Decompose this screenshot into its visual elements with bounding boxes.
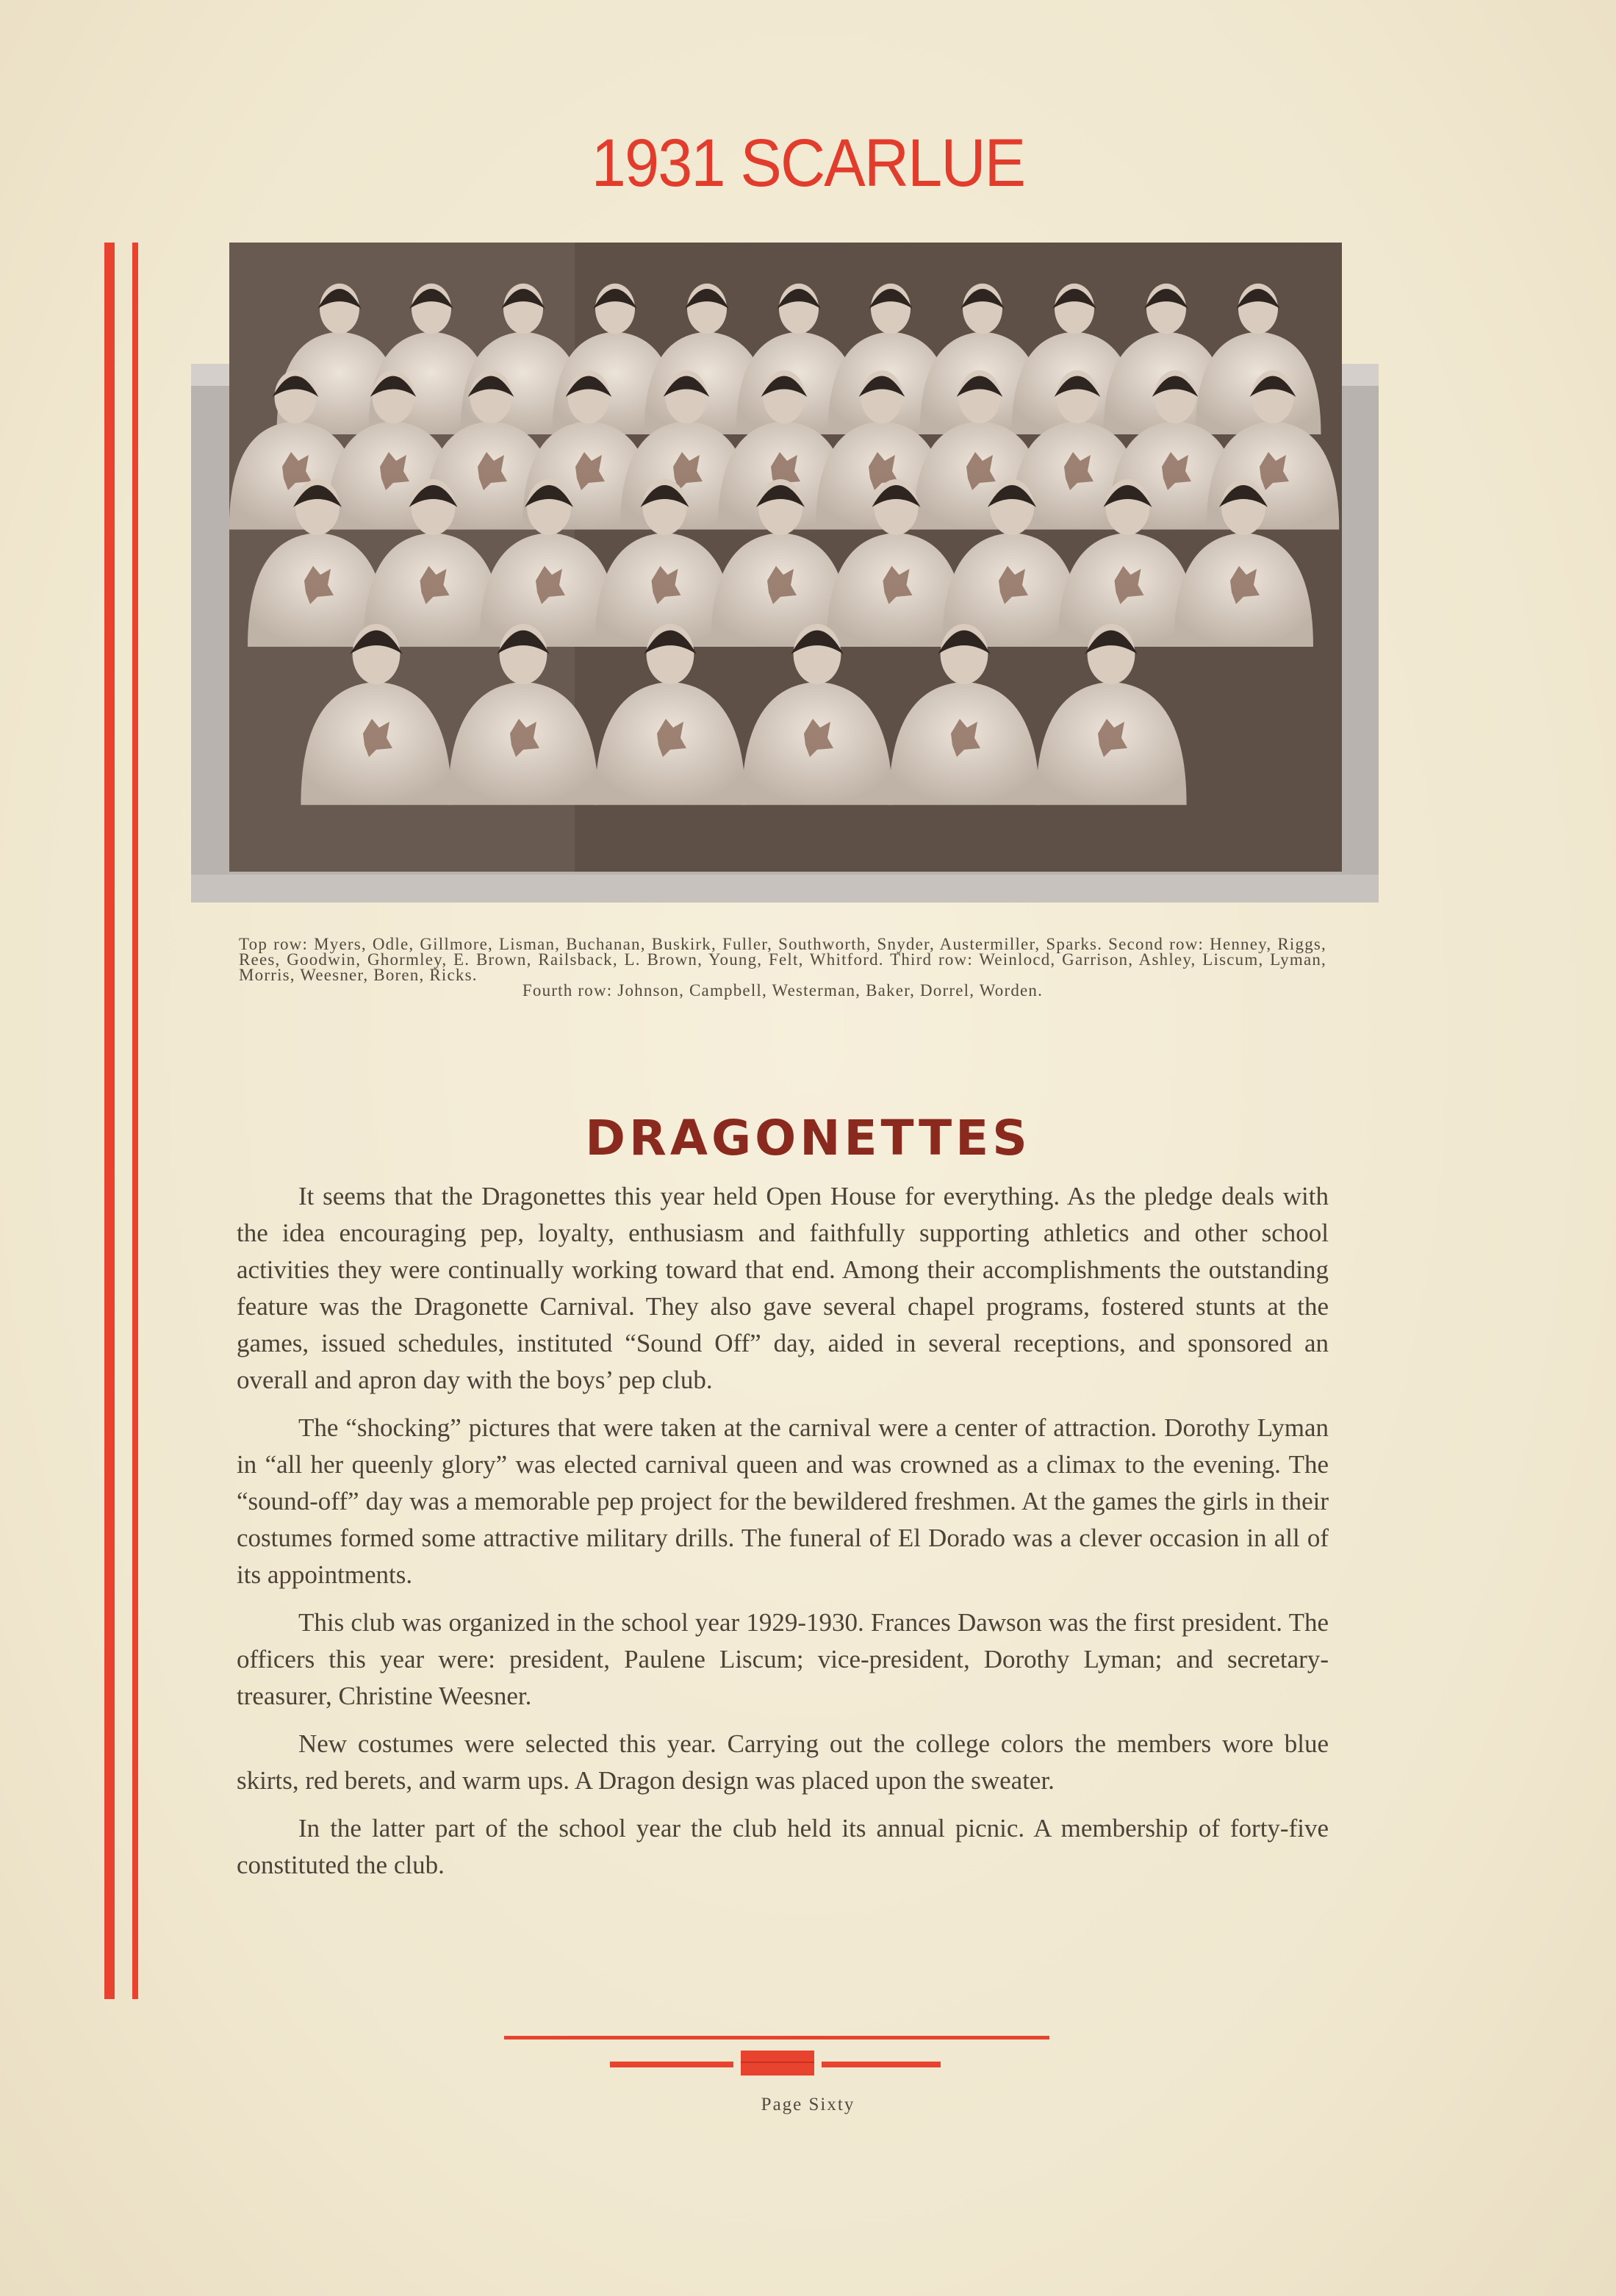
photo-caption [239, 936, 1326, 998]
paragraph: This club was organized in the school year 1929-1930. Frances Dawson was the first president. The officers this year were: president, Paulene Liscum; vice-president, Dorothy Lyman; and secretary-treasurer, Christine Weesner. [237, 1608, 1329, 1710]
paragraph: It seems that the Dragonettes this year held Open House for everything. As the pledge deals with the idea encouraging pep, loyalty, enthusiasm and faithfully supporting athletics and other school activities they were continually working toward that end. Among their accomplishments the outstanding feature was the Dragonette Carnival. They also gave several chapel programs, fostered stunts at the games, issued schedules, instituted “Sound Off” day, aided in several receptions, and sponsored an overall and apron day with the boys’ pep club. [237, 1182, 1329, 1394]
photo-frame-bottom [191, 875, 1379, 903]
group-photo [229, 243, 1342, 872]
page-header-title: 1931 SCARLUE [591, 126, 1025, 201]
paragraph: New costumes were selected this year. Carrying out the college colors the members wore blue skirts, red berets, and warm ups. A Dragon design was placed upon the sweater. [237, 1729, 1329, 1795]
footer-rule-right [822, 2062, 941, 2067]
paragraph: In the latter part of the school year the club held its annual picnic. A membership of forty-five constituted the club. [237, 1814, 1329, 1879]
section-title: DRAGONETTES [585, 1110, 1031, 1166]
article-body [237, 1178, 1329, 1895]
footer-rule-top [504, 2036, 1049, 2040]
caption-rows: Top row: Myers, Odle, Gillmore, Lisman, Buchanan, Buskirk, Fuller, Southworth, Snyder, Austermiller, Sparks. Second row: Henney, Riggs, Rees, Goodwin, Ghormley, E. Brown, Railsback, L. Brown, Young, Felt, Whitford. Third row: Weinlocd, Garrison, Ashley, Liscum, Lyman, Morris, Weesner, Boren, Ricks. [239, 935, 1326, 984]
caption-last-row: Fourth row: Johnson, Campbell, Westerman, Baker, Dorrel, Worden. [522, 981, 1044, 1000]
paragraph: The “shocking” pictures that were taken at the carnival were a center of attraction. Dorothy Lyman in “all her queenly glory” was elected carnival queen and was crowned as a climax to the evening. The “sound-off” day was a memorable pep project for the bewildered freshmen. At the games the girls in their costumes formed some attractive military drills. The funeral of El Dorado was a clever occasion in all of its appointments. [237, 1413, 1329, 1589]
footer-rule-left [610, 2062, 733, 2067]
page-number: Page Sixty [761, 2095, 855, 2114]
footer-ornament-block [741, 2051, 814, 2076]
group-photo-illustration [229, 243, 1342, 872]
footer-ornament-line [741, 2062, 814, 2063]
